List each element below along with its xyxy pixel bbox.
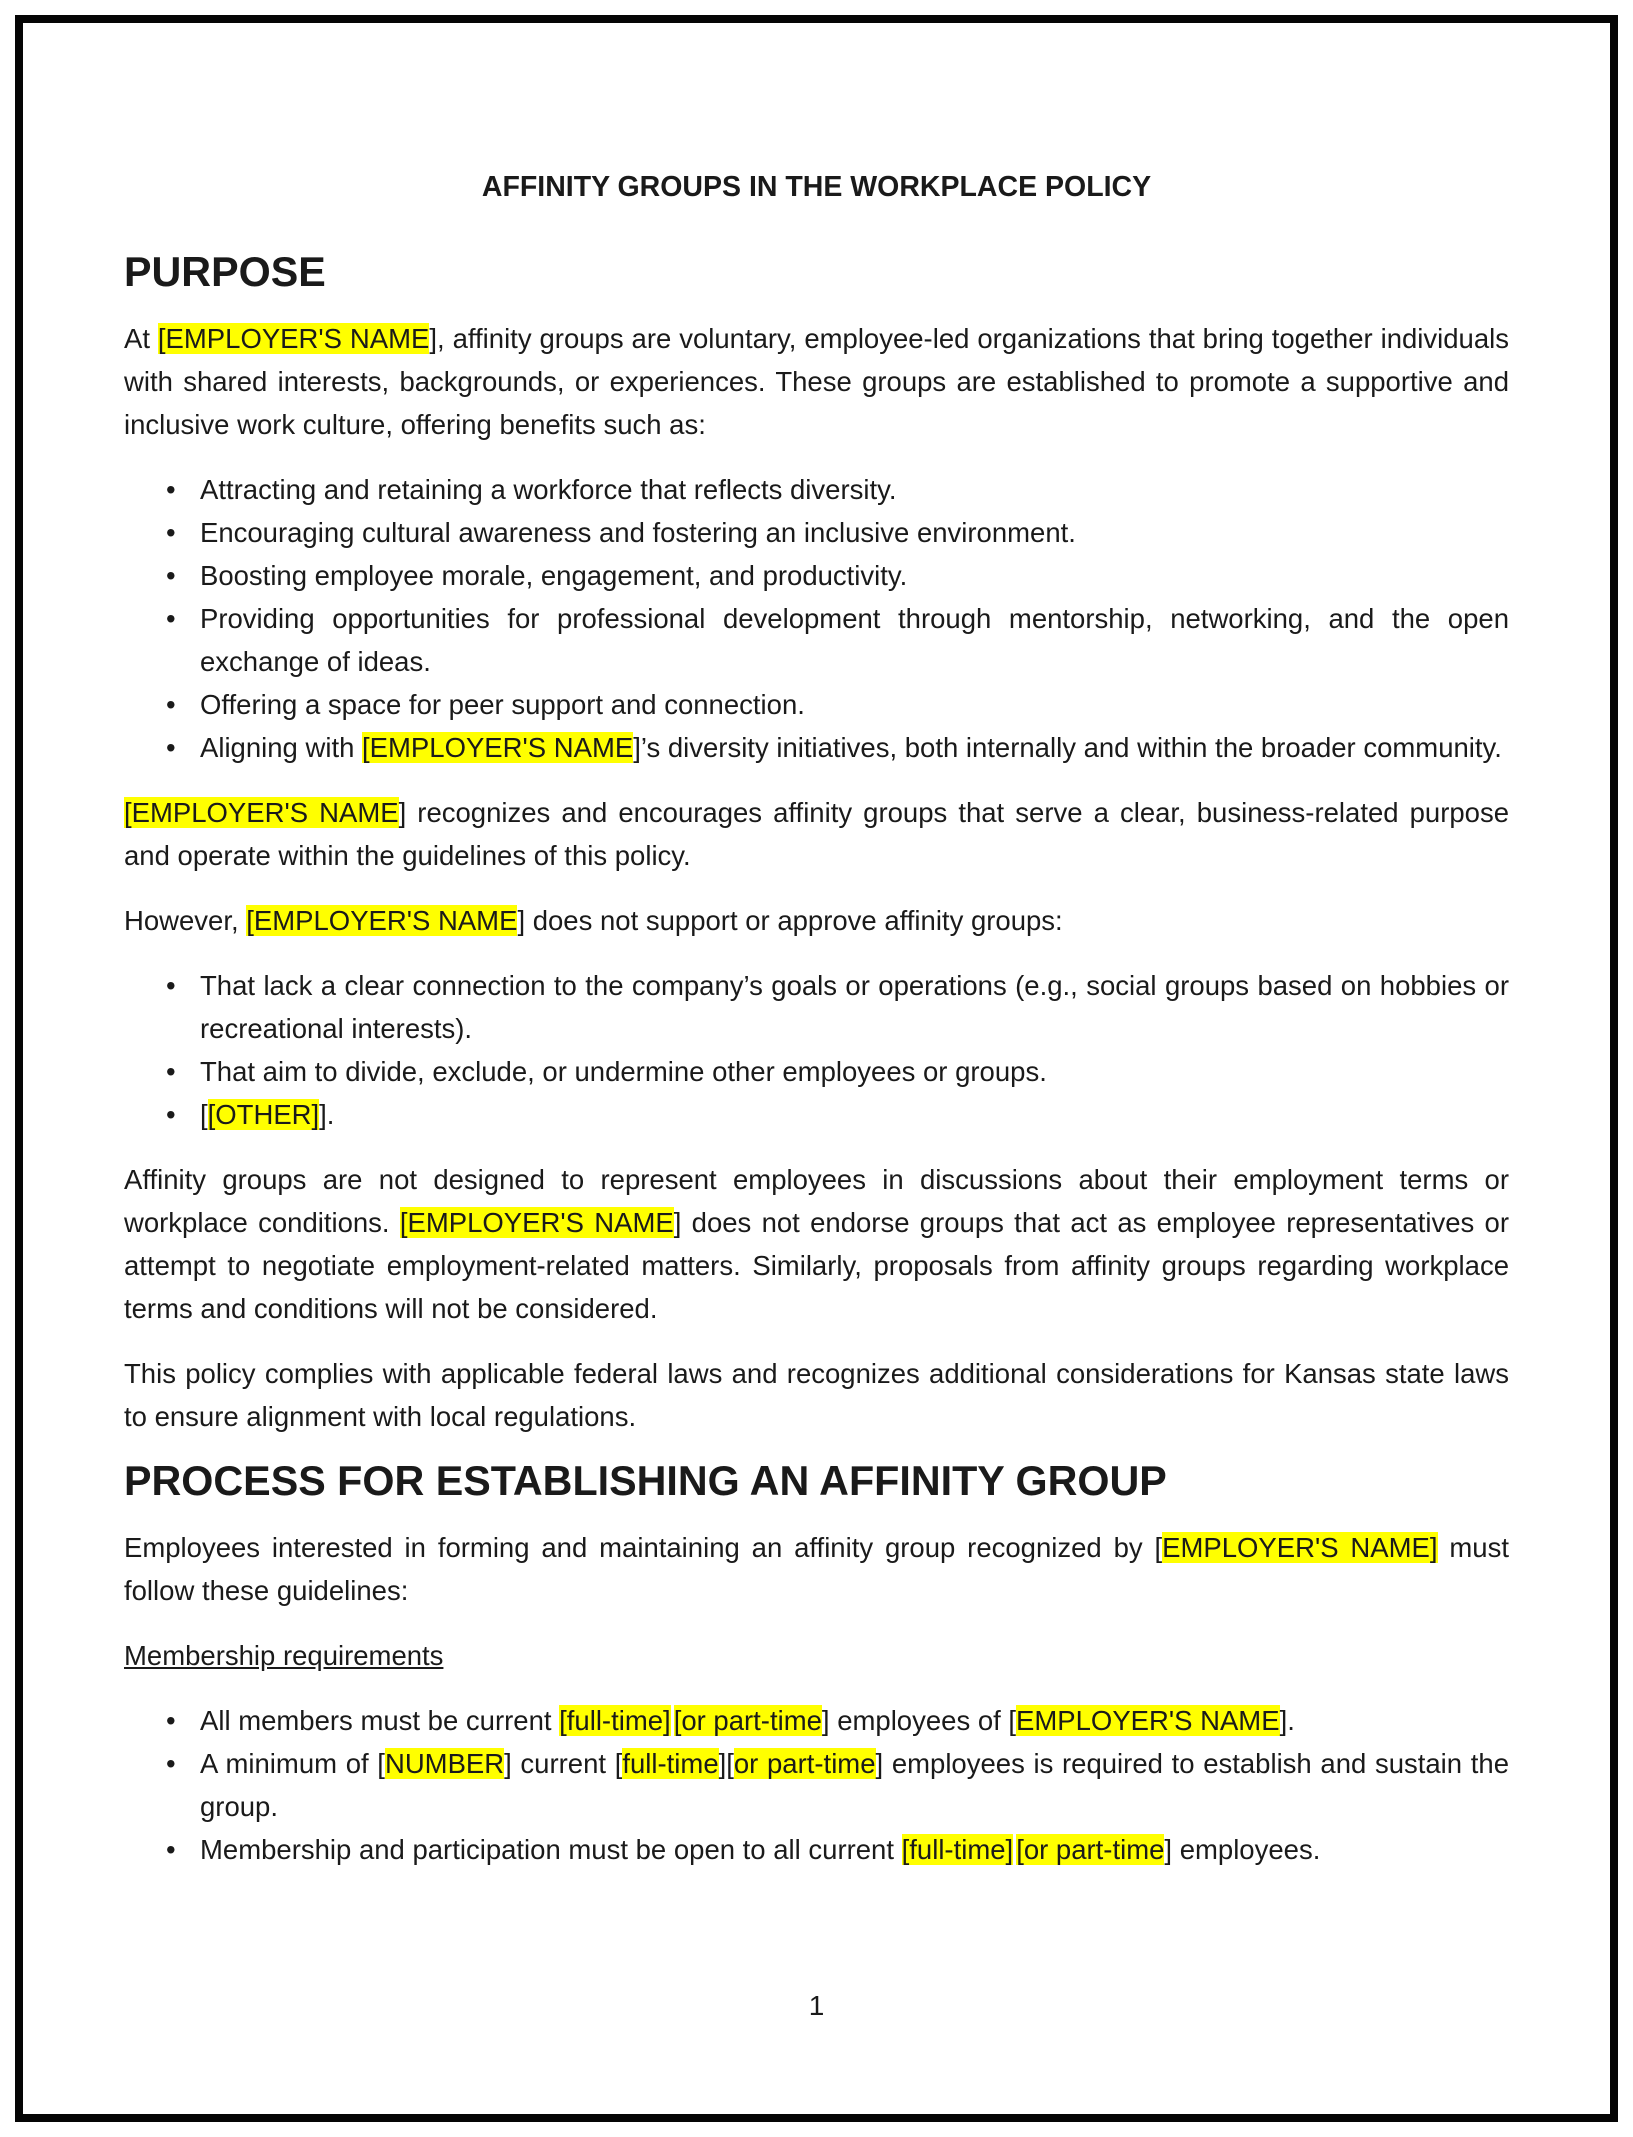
placeholder-highlight: NUMBER <box>384 1748 505 1779</box>
membership-requirements-subheading: Membership requirements <box>124 1640 444 1671</box>
not-supported-item-divide <box>124 1050 1509 1093</box>
text-segment: Membership and participation must be open to all current <box>200 1834 902 1865</box>
placeholder-highlight: [full-time] <box>559 1705 671 1736</box>
text-segment: ]. <box>1279 1705 1295 1736</box>
text-segment: Offering a space for peer support and connection. <box>200 689 805 720</box>
text-segment: ], affinity groups are voluntary, employee-led organizations that bring together individuals with shared interests, backgrounds, or experiences. These groups are established to promote a supportive and inclusive work culture, offering benefits such as: <box>124 323 1517 440</box>
benefit-item-awareness <box>124 511 1509 554</box>
not-supported-item-no-connection <box>124 964 1517 1050</box>
text-segment: ] recognizes and encourages affinity groups that serve a clear, business-related purpose and operate within the guidelines of this policy. <box>124 797 1517 871</box>
text-segment: Affinity groups are not designed to represent employees in discussions about their employment terms or workplace conditions. <box>124 1164 1517 1238</box>
text-segment: A minimum of [ <box>200 1748 385 1779</box>
text-segment: ] current [ <box>504 1748 623 1779</box>
placeholder-highlight: full-time <box>622 1748 719 1779</box>
text-segment: ][ <box>718 1748 734 1779</box>
placeholder-highlight: [EMPLOYER'S NAME <box>157 323 430 354</box>
text-segment: All members must be current <box>200 1705 560 1736</box>
placeholder-highlight: [or part-time <box>673 1705 822 1736</box>
benefit-item-aligning <box>124 726 1509 769</box>
benefit-item-development <box>124 597 1517 683</box>
membership-rule-minimum-number <box>124 1742 1517 1828</box>
placeholder-highlight: [EMPLOYER'S NAME <box>124 797 399 828</box>
text-segment: ]’s diversity initiatives, both internally and within the broader community. <box>633 732 1502 763</box>
purpose-intro-paragraph <box>124 317 1517 446</box>
text-segment: ] does not endorse groups that act as employee representatives or attempt to negotiate employment-related matters. Similarly, proposals from affinity groups regarding workplace terms and conditions will not be considered. <box>124 1207 1517 1324</box>
text-segment: Employees interested in forming and maintaining an affinity group recognized by [ <box>124 1532 1163 1563</box>
document-page <box>24 24 1609 2113</box>
text-segment: must follow these guidelines: <box>124 1532 1517 1606</box>
text-segment: Boosting employee morale, engagement, and productivity. <box>200 560 908 591</box>
text-segment: However, <box>124 905 247 936</box>
text-segment: ] employees. <box>1164 1834 1321 1865</box>
text-segment: Aligning with <box>200 732 363 763</box>
membership-rule-open-participation <box>124 1828 1509 1871</box>
text-segment: At <box>124 323 158 354</box>
compliance-paragraph <box>124 1352 1517 1438</box>
benefit-item-morale <box>124 554 1509 597</box>
placeholder-highlight: or part-time <box>733 1748 876 1779</box>
however-paragraph <box>124 899 1509 942</box>
process-intro-paragraph <box>124 1526 1517 1612</box>
placeholder-highlight: [full-time] <box>901 1834 1014 1865</box>
placeholder-highlight: [or part-time <box>1016 1834 1165 1865</box>
membership-rules-list <box>124 1699 1517 1871</box>
policy-title: AFFINITY GROUPS IN THE WORKPLACE POLICY <box>481 171 1152 203</box>
not-supported-item-other <box>124 1093 1509 1136</box>
placeholder-highlight: EMPLOYER'S NAME] <box>1162 1532 1438 1563</box>
text-segment: That lack a clear connection to the company’s goals or operations (e.g., social groups based on hobbies or recreational interests). <box>200 970 1517 1044</box>
text-segment: ] employees is required to establish and sustain the group. <box>200 1748 1517 1822</box>
membership-rule-current-employees <box>124 1699 1509 1742</box>
placeholder-highlight: [OTHER] <box>207 1099 320 1130</box>
not-designed-paragraph <box>124 1158 1517 1330</box>
text-segment: ]. <box>319 1099 335 1130</box>
page-number: 1 <box>808 1990 825 2021</box>
text-segment: This policy complies with applicable federal laws and recognizes additional considerations for Kansas state laws to ensure alignment with local regulations. <box>124 1358 1517 1432</box>
benefit-item-diversity <box>124 468 1509 511</box>
text-segment: [ <box>200 1099 208 1130</box>
text-segment: Attracting and retaining a workforce that reflects diversity. <box>200 474 897 505</box>
text-segment: Providing opportunities for professional development through mentorship, networking, and the open exchange of ideas. <box>200 603 1517 677</box>
placeholder-highlight: EMPLOYER'S NAME <box>1016 1705 1280 1736</box>
placeholder-highlight: [EMPLOYER'S NAME <box>362 732 634 763</box>
text-segment: ] does not support or approve affinity groups: <box>517 905 1063 936</box>
text-segment: Encouraging cultural awareness and fostering an inclusive environment. <box>200 517 1076 548</box>
placeholder-highlight: [EMPLOYER'S NAME <box>399 1207 674 1238</box>
text-segment: That aim to divide, exclude, or undermine other employees or groups. <box>200 1056 1047 1087</box>
text-segment: ] employees of [ <box>821 1705 1017 1736</box>
section-heading-process: PROCESS FOR ESTABLISHING AN AFFINITY GROUP <box>124 1458 1167 1504</box>
benefits-list <box>124 468 1517 769</box>
benefit-item-peer-support <box>124 683 1509 726</box>
placeholder-highlight: [EMPLOYER'S NAME <box>246 905 518 936</box>
section-heading-purpose: PURPOSE <box>124 249 326 295</box>
not-supported-list <box>124 964 1517 1136</box>
recognizes-paragraph <box>124 791 1517 877</box>
